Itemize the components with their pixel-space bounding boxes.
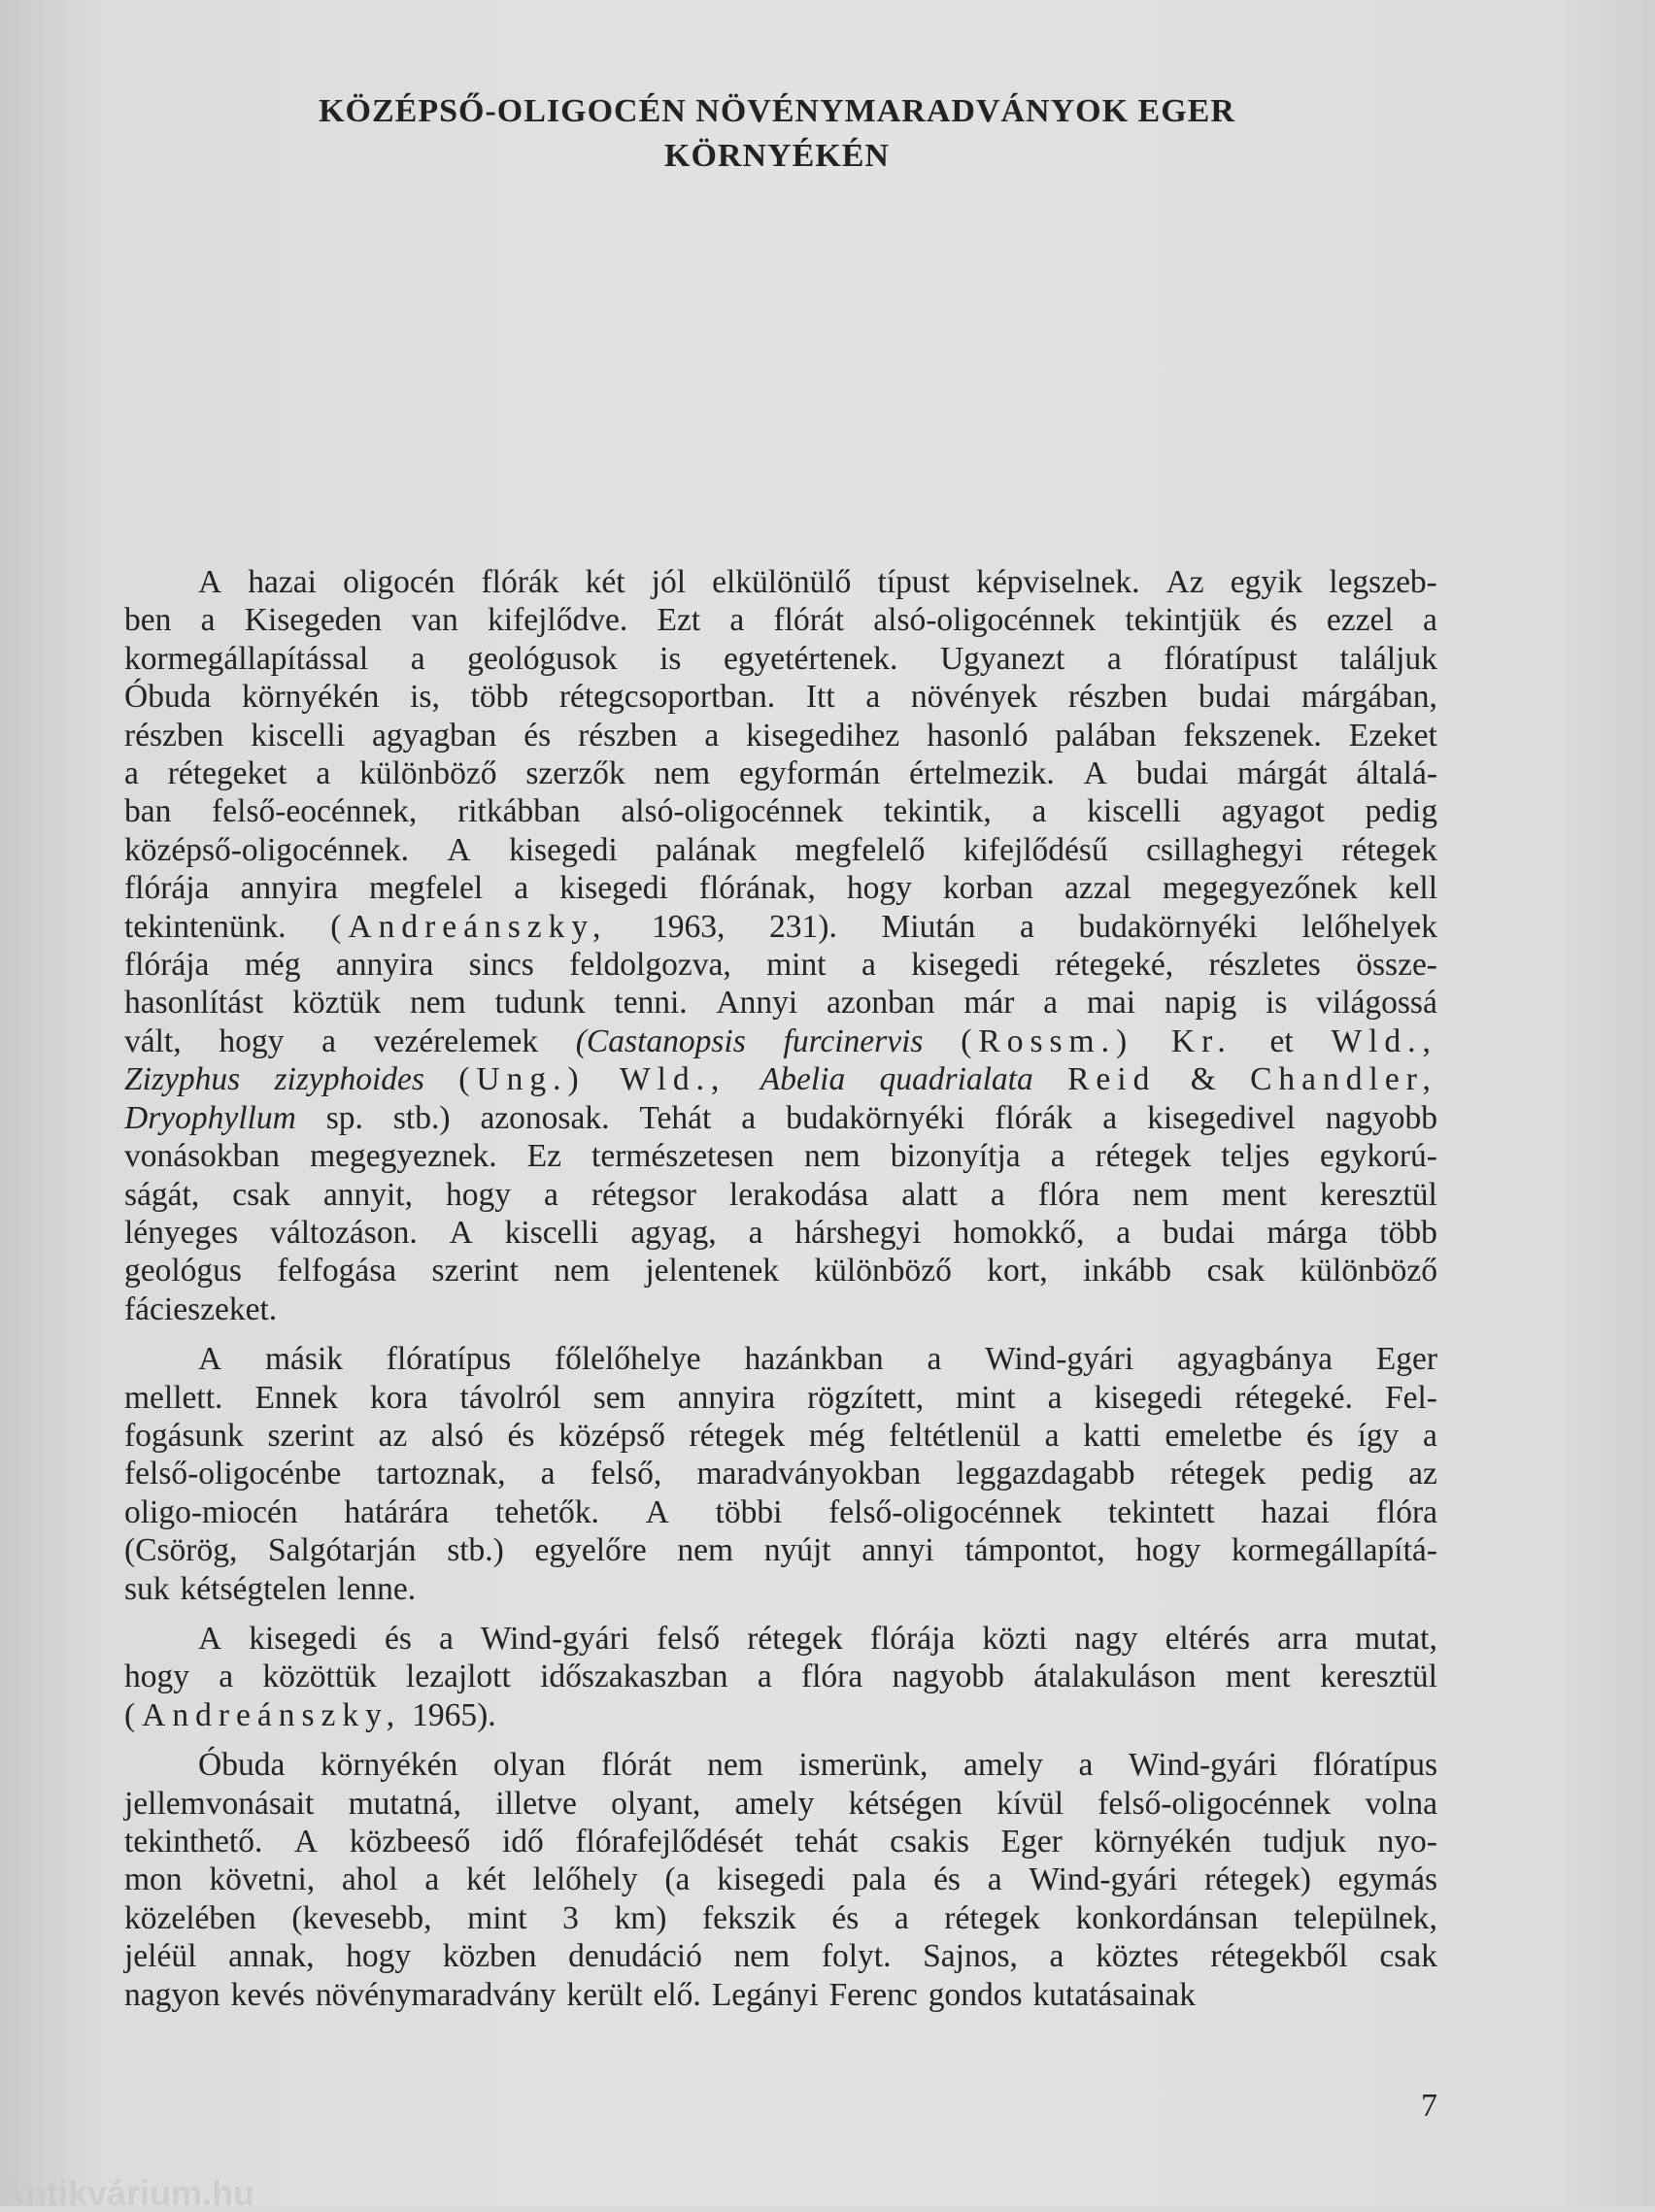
text-line: lényeges változáson. A kiscelli agyag, a hárshegyi homokkő, a budai márga több: [124, 1214, 1437, 1251]
text-line: középső-oligocénnek. A kisegedi palának megfelelő kifejlődésű csillaghegyi rétegek: [124, 831, 1437, 868]
text-line: jeléül annak, hogy közben denudáció nem folyt. Sajnos, a köztes rétegekből csak: [124, 1938, 1437, 1975]
text-line: (Csörög, Salgótarján stb.) egyelőre nem nyújt annyi támpontot, hogy kormegállapítá-: [124, 1532, 1437, 1569]
text-line: Óbuda környékén olyan flórát nem ismerünk, amely a Wind-gyári flóratípus: [198, 1747, 1437, 1784]
text-line: Zizyphus zizyphoides (Ung.) Wld., Abelia quadrialata Reid & Chandler,: [124, 1061, 1437, 1098]
text-line: oligo-miocén határára tehetők. A többi felső-oligocénnek tekintett hazai flóra: [124, 1493, 1437, 1530]
text-line: felső-oligocénbe tartoznak, a felső, maradványokban leggazdagabb rétegek pedig az: [124, 1456, 1437, 1492]
text-line: ságát, csak annyit, hogy a rétegsor lerakodása alatt a flóra nem ment keresztül: [124, 1176, 1437, 1213]
text-line: ben a Kisegeden van kifejlődve. Ezt a flórát alsó-oligocénnek tekintjük és ezzel a: [124, 602, 1437, 639]
text-line: suk kétségtelen lenne.: [124, 1570, 417, 1607]
text-line: geológus felfogása szerint nem jelentenek különböző kort, inkább csak különböző: [124, 1253, 1437, 1290]
page-title: [194, 89, 1360, 179]
text-line: flórája annyira megfelel a kisegedi flórának, hogy korban azzal megegyezőnek kell: [124, 870, 1437, 907]
text-line: kormegállapítással a geológusok is egyetértenek. Ugyanezt a flóratípust találjuk: [124, 640, 1437, 677]
text-line: fácieszeket.: [124, 1290, 278, 1327]
text-line: A kisegedi és a Wind-gyári felső rétegek flórája közti nagy eltérés arra mutat,: [198, 1620, 1437, 1657]
paragraph: [124, 1746, 1437, 2014]
text-line: tekintenünk. (Andreánszky, 1963, 231). Miután a budakörnyéki lelőhelyek: [124, 908, 1437, 945]
text-line: Dryophyllum sp. stb.) azonosak. Tehát a budakörnyéki flórák a kisegedivel nagyobb: [124, 1099, 1437, 1136]
text-line: hasonlítást köztük nem tudunk tenni. Annyi azonban már a mai napig is világossá: [124, 985, 1437, 1022]
paragraph: [124, 1620, 1437, 1734]
watermark: Antikvárium.hu: [0, 2173, 255, 2212]
text-line: A másik flóratípus főlelőhelye hazánkban a Wind-gyári agyagbánya Eger: [198, 1341, 1437, 1378]
text-line: ban felső-eocénnek, ritkábban alsó-oligocénnek tekintik, a kiscelli agyagot pedig: [124, 793, 1437, 830]
text-line: jellemvonásait mutatná, illetve olyant, amely kétségen kívül felső-oligocénnek volna: [124, 1785, 1437, 1822]
title-line-2: KÖRNYÉKÉN: [664, 138, 890, 174]
text-line: (Andreánszky, 1965).: [124, 1696, 496, 1733]
text-line: vált, hogy a vezérelemek (Castanopsis furcinervis (Rossm.) Kr. et Wld.,: [124, 1022, 1437, 1059]
text-line: mon követni, ahol a két lelőhely (a kisegedi pala és a Wind-gyári rétegek) egymás: [124, 1861, 1437, 1898]
page-number: 7: [1421, 2088, 1437, 2124]
text-line: tekinthető. A közbeeső idő flórafejlődését tehát csakis Eger környékén tudjuk nyo-: [124, 1824, 1437, 1860]
title-line-1: KÖZÉPSŐ-OLIGOCÉN NÖVÉNYMARADVÁNYOK EGER: [319, 93, 1235, 129]
text-line: A hazai oligocén flórák két jól elkülönülő típust képviselnek. Az egyik legszeb-: [198, 564, 1437, 600]
text-line: részben kiscelli agyagban és részben a kisegedihez hasonló palában fekszenek. Ezeket: [124, 717, 1437, 754]
text-line: hogy a közöttük lezajlott időszakaszban a flóra nagyobb átalakuláson ment keresztül: [124, 1659, 1437, 1695]
text-line: flórája még annyira sincs feldolgozva, mint a kisegedi rétegeké, részletes össze-: [124, 947, 1437, 984]
body-text: [124, 563, 1437, 2026]
text-line: fogásunk szerint az alsó és középső rétegek még feltétlenül a katti emeletbe és így a: [124, 1417, 1437, 1454]
text-line: Óbuda környékén is, több rétegcsoportban. Itt a növények részben budai márgában,: [124, 679, 1437, 716]
text-line: a rétegeket a különböző szerzők nem egyformán értelmezik. A budai márgát általá-: [124, 755, 1437, 792]
text-line: mellett. Ennek kora távolról sem annyira rögzített, mint a kisegedi rétegeké. Fel-: [124, 1379, 1437, 1416]
text-line: vonásokban megegyeznek. Ez természetesen nem bizonyítja a rétegek teljes egykorú-: [124, 1138, 1437, 1175]
paragraph: [124, 1340, 1437, 1608]
paragraph: [124, 563, 1437, 1328]
text-line: nagyon kevés növénymaradvány került elő. Legányi Ferenc gondos kutatásainak: [124, 1976, 1196, 2013]
text-line: közelében (kevesebb, mint 3 km) fekszik és a rétegek konkordánsan települnek,: [124, 1899, 1437, 1936]
